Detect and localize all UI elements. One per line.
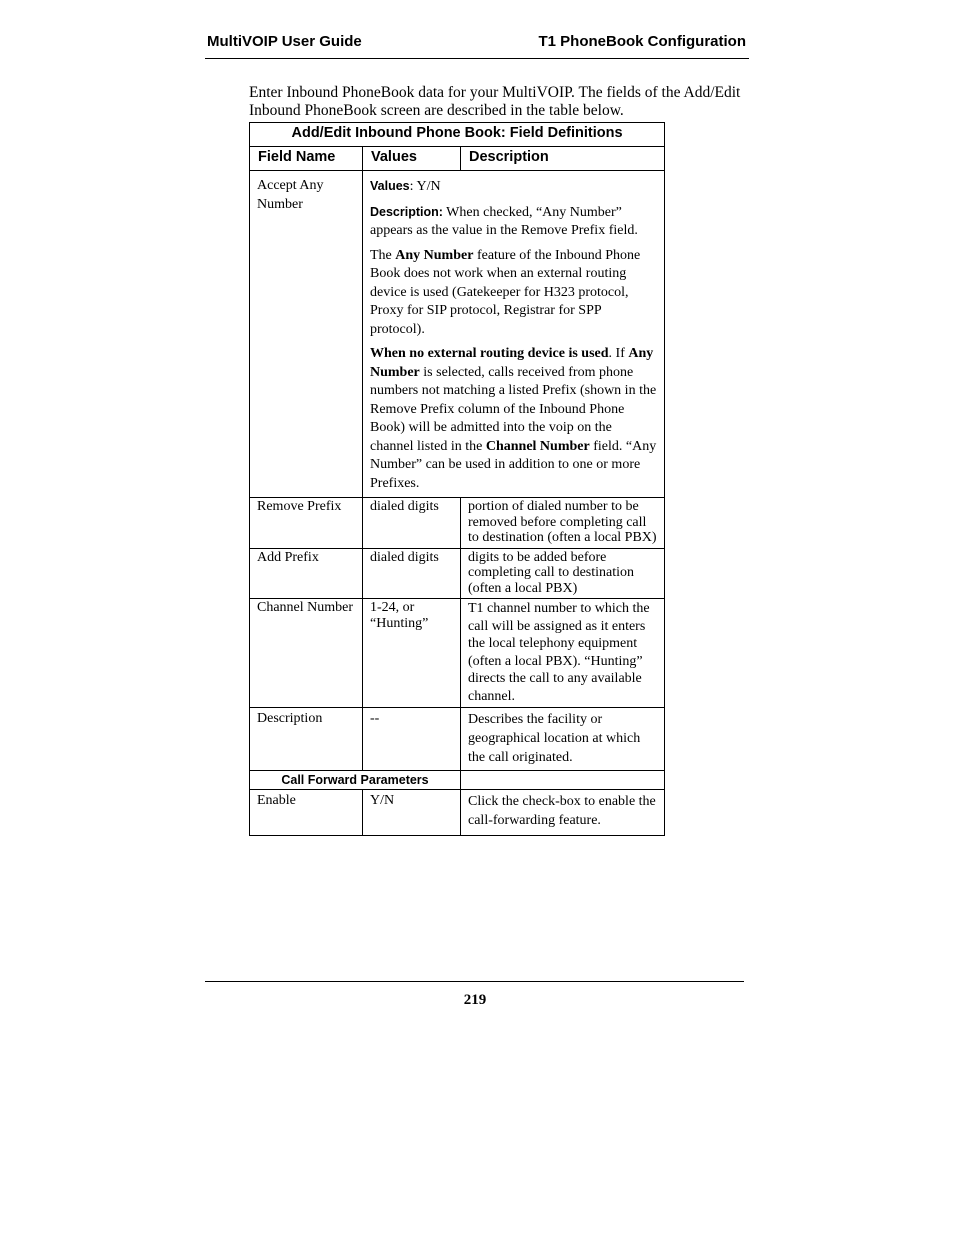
description-cell: portion of dialed number to be removed before completing call to destination (often a local PBX) xyxy=(461,498,665,549)
accept-any-note: The Any Number feature of the Inbound Phone Book does not work when an external routing device is used (Gatekeeper for H323 protocol, Proxy for SIP protocol, Registrar for SPP protocol). xyxy=(370,247,641,337)
table-caption-row xyxy=(250,123,665,147)
values-cell: dialed digits xyxy=(363,498,461,549)
table-row-description xyxy=(250,708,665,771)
column-header-field-name: Field Name xyxy=(250,146,363,171)
table-row-remove-prefix xyxy=(250,498,665,549)
description-cell: digits to be added before completing call to destination (often a local PBX) xyxy=(461,548,665,599)
header-section-title: T1 PhoneBook Configuration xyxy=(538,33,746,50)
description-cell: Describes the facility or geographical location at which the call originated. xyxy=(461,708,665,771)
footer-rule xyxy=(205,981,744,982)
page-number: 219 xyxy=(463,992,487,1008)
column-header-values: Values xyxy=(363,146,461,171)
field-name-cell: Accept Any Number xyxy=(250,171,363,498)
field-name-cell: Description xyxy=(250,708,363,771)
table-row-channel-number xyxy=(250,599,665,708)
accept-any-values: Values: Y/N xyxy=(370,179,441,194)
table-caption: Add/Edit Inbound Phone Book: Field Definitions xyxy=(250,123,665,147)
accept-any-description: Description: When checked, “Any Number” appears as the value in the Remove Prefix field. xyxy=(370,204,638,238)
field-name-cell: Channel Number xyxy=(250,599,363,708)
description-cell: T1 channel number to which the call will be assigned as it enters the local telephony equipment (often a local PBX). “Hunting” directs the call to any available channel. xyxy=(461,599,665,708)
accept-any-details xyxy=(363,171,665,498)
header-guide-title: MultiVOIP User Guide xyxy=(207,33,362,50)
values-cell: dialed digits xyxy=(363,548,461,599)
section-empty-cell xyxy=(461,771,665,790)
table-row-enable xyxy=(250,790,665,836)
accept-any-routing-note: When no external routing device is used. If Any Number is selected, calls received from phone numbers not matching a listed Prefix (shown in the Remove Prefix column of the Inbound Phone Book) will be admitted into the voip on the channel listed in the Channel Number field. “Any Number” can be used in addition to one or more Prefixes. xyxy=(370,346,657,491)
column-header-description: Description xyxy=(461,146,665,171)
field-name-cell: Enable xyxy=(250,790,363,836)
values-label: Values xyxy=(370,179,410,193)
table-row-accept-any-number xyxy=(250,171,665,498)
header-rule xyxy=(205,58,749,59)
table-row-add-prefix xyxy=(250,548,665,599)
values-cell: 1-24, or “Hunting” xyxy=(363,599,461,708)
field-name-cell: Remove Prefix xyxy=(250,498,363,549)
values-cell: -- xyxy=(363,708,461,771)
column-header-row xyxy=(250,146,665,171)
section-call-forward-parameters: Call Forward Parameters xyxy=(250,771,461,790)
intro-text xyxy=(249,84,769,120)
field-name-cell: Add Prefix xyxy=(250,548,363,599)
field-definitions-table xyxy=(249,122,665,836)
intro-paragraph: Enter Inbound PhoneBook data for your MultiVOIP. The fields of the Add/Edit Inbound PhoneBook screen are described in the table below. xyxy=(249,84,741,119)
table-section-row xyxy=(250,771,665,790)
description-label: Description: xyxy=(370,204,443,219)
values-cell: Y/N xyxy=(363,790,461,836)
description-cell: Click the check-box to enable the call-forwarding feature. xyxy=(461,790,665,836)
